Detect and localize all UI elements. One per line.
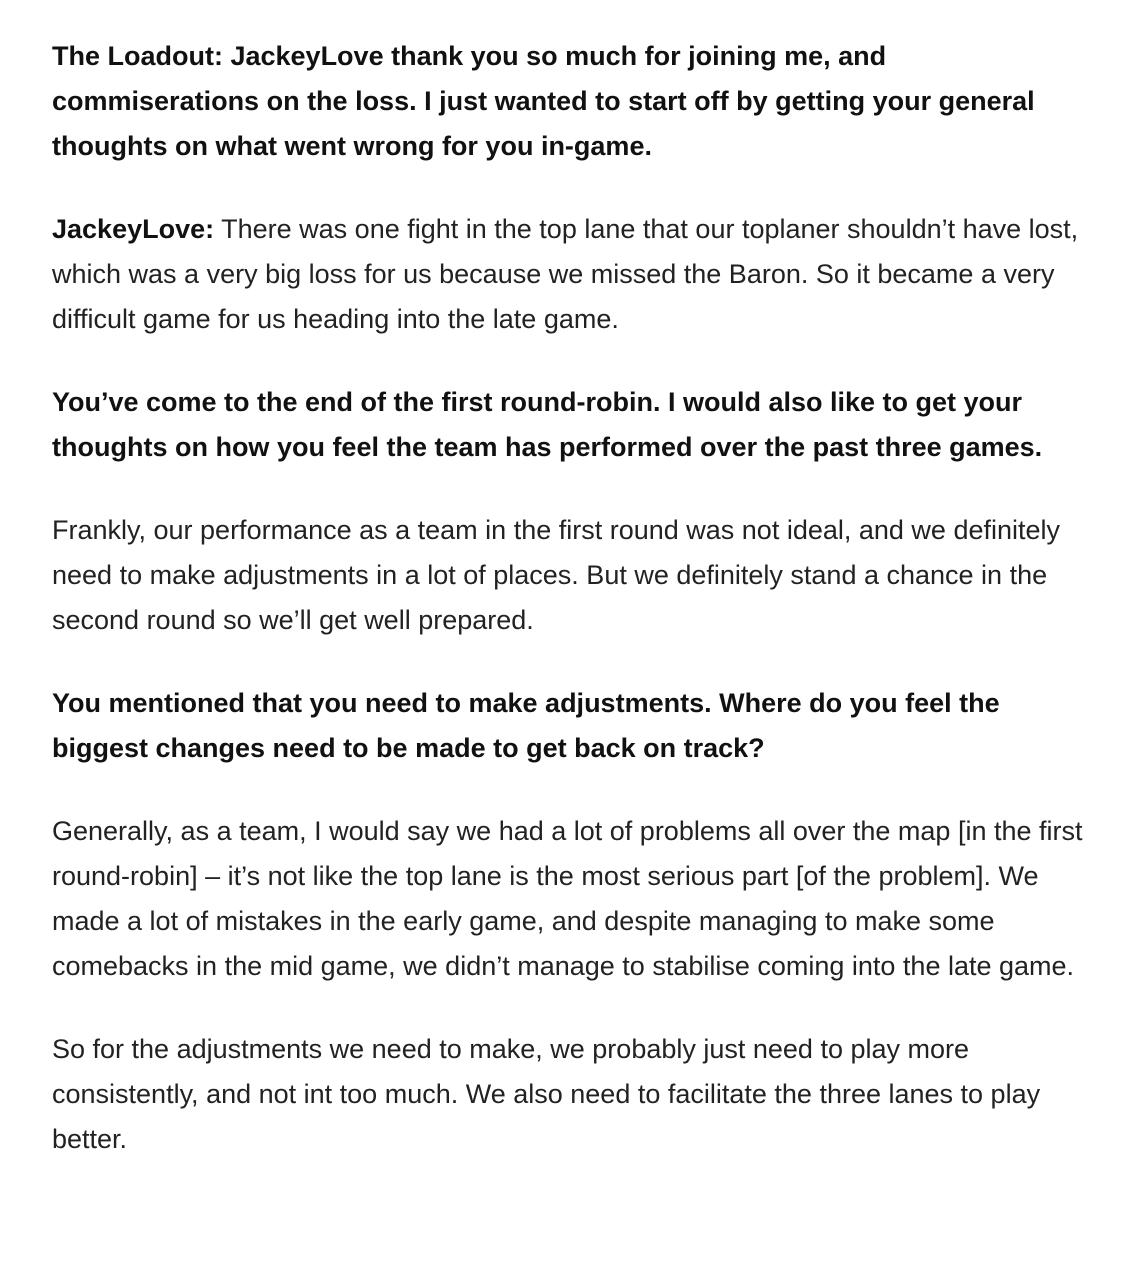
answer-paragraph-4 (52, 1027, 1092, 1162)
question-paragraph-1 (52, 34, 1092, 169)
answer-paragraph-2 (52, 508, 1092, 643)
question-text: You mentioned that you need to make adjustments. Where do you feel the biggest changes need to be made to get back on track? (52, 688, 1000, 763)
speaker-label: JackeyLove: (52, 214, 215, 244)
question-paragraph-3 (52, 681, 1092, 771)
answer-paragraph-3 (52, 809, 1092, 989)
answer-text: There was one fight in the top lane that our toplaner shouldn’t have lost, which was a very big loss for us because we missed the Baron. So it became a very difficult game for us heading into the late game. (52, 214, 1079, 334)
question-text: You’ve come to the end of the first round-robin. I would also like to get your thoughts on how you feel the team has performed over the past three games. (52, 387, 1043, 462)
interview-article (52, 34, 1092, 1200)
answer-text: Frankly, our performance as a team in the first round was not ideal, and we definitely need to make adjustments in a lot of places. But we definitely stand a chance in the second round so we’ll get well prepared. (52, 515, 1061, 635)
answer-text: Generally, as a team, I would say we had a lot of problems all over the map [in the first round-robin] – it’s not like the top lane is the most serious part [of the problem]. We made a lot of mistakes in the early game, and despite managing to make some comebacks in the mid game, we didn’t manage to stabilise coming into the late game. (52, 816, 1083, 981)
answer-paragraph-1 (52, 207, 1092, 342)
question-paragraph-2 (52, 380, 1092, 470)
answer-text: So for the adjustments we need to make, we probably just need to play more consistently, and not int too much. We also need to facilitate the three lanes to play better. (52, 1034, 1041, 1154)
question-text: The Loadout: JackeyLove thank you so much for joining me, and commiserations on the loss. I just wanted to start off by getting your general thoughts on what went wrong for you in-game. (52, 41, 1035, 161)
